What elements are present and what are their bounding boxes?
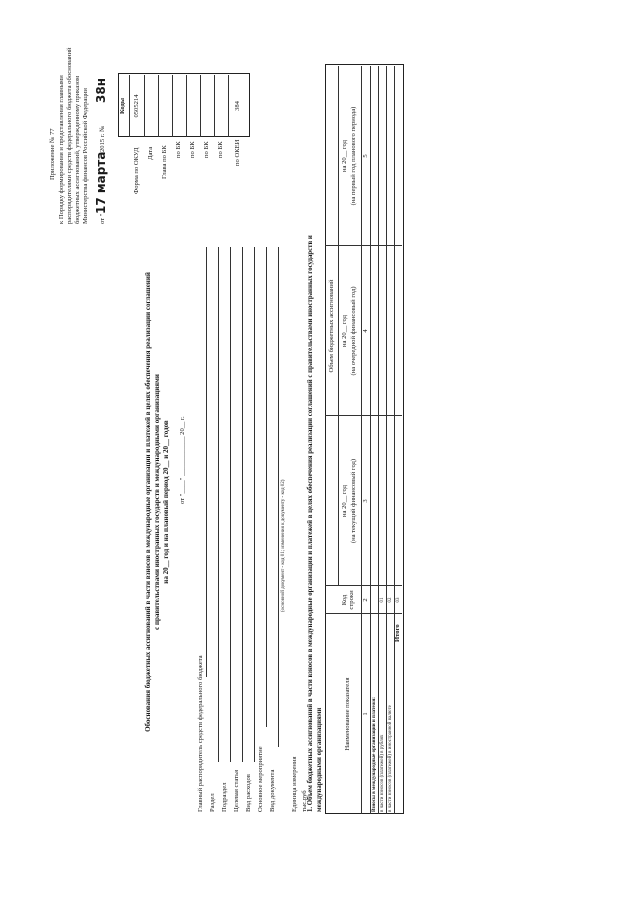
col-header-next-year-note: (на очередной финансовый год)	[350, 286, 357, 376]
field-section: Раздел	[209, 793, 216, 812]
form-title-line-1: Обоснования бюджетных ассигнований в части взносов в международные организации и платежей в целях обеспечения реализации соглашений	[144, 272, 152, 732]
appendix-date-prefix: от "	[99, 213, 106, 224]
rotated-form-sheet	[40, 47, 420, 842]
appendix-line-3: бюджетных ассигнований, утвержденному приказом	[74, 75, 81, 224]
table-total-label: Итого	[394, 624, 401, 642]
section-heading-line-1: 1. Объем бюджетных ассигнований в части взносов в международные организации и платежей в целях обеспечения реализации соглашений с правительствами иностранных государств и	[307, 235, 314, 812]
table-total-code: 03	[396, 597, 401, 603]
label-okei: по ОКЕИ	[234, 139, 241, 166]
col-number-1: 1	[362, 712, 369, 716]
appendix-order-number: 38н	[94, 78, 108, 103]
label-date: Дата	[147, 146, 154, 160]
col-header-current-year: на 20__ год	[341, 485, 348, 517]
appendix-date-handwritten: 17 марта	[94, 151, 108, 214]
label-bk-2: по БК	[189, 141, 196, 158]
field-expense-type: Вид расходов	[245, 774, 252, 812]
col-number-2: 2	[362, 598, 369, 602]
field-target-article: Целевая статья	[233, 769, 240, 812]
table-row: в части взносов (платежей) в иностранной валюте	[388, 705, 393, 812]
appendix-line-2: распорядителями средств федерального бюджета обоснований	[66, 47, 73, 224]
document-type-hint: (основной документ - код 01; изменения к документу - код 02)	[281, 479, 286, 612]
col-header-code: Код строки	[341, 590, 356, 610]
label-bk-3: по БК	[203, 141, 210, 158]
col-header-plan-year-1: на 20__ год	[341, 140, 348, 172]
appendix-year: 2015 г. №	[99, 125, 106, 152]
label-bk-4: по БК	[217, 141, 224, 158]
field-document-type: Вид документа	[269, 769, 276, 812]
col-header-volume: Объем бюджетных ассигнований	[328, 279, 335, 373]
form-title-line-2: с правительствами иностранных государств и международными организациями	[153, 374, 161, 630]
form-date-line: от "____" ____________ 20__ г.	[179, 416, 186, 504]
unit-label: Единица измерения	[291, 756, 298, 812]
form-title-line-3: на 20__ год и на плановый период 20__ и 20__ годов	[162, 420, 170, 584]
unit-value: тыс.руб	[301, 790, 308, 812]
appendix-line-4: Министерства финансов Российской Федерации	[82, 88, 89, 224]
table-row-code: 01	[380, 597, 385, 603]
appendix-line-1: к Порядку формирования и представления главными	[58, 75, 65, 224]
section-heading-line-2: международными организациями	[316, 707, 323, 812]
label-bk-1: по БК	[175, 141, 182, 158]
label-chief-bk: Глава по БК	[161, 145, 168, 179]
appendix-number: Приложение № 77	[49, 128, 56, 180]
col-header-name: Наименование показателя	[344, 677, 351, 751]
table-row: Взносы в международные организации и платежи:	[372, 697, 377, 812]
col-header-next-year: на 20__ год	[341, 315, 348, 347]
codes-heading: Коды	[119, 97, 126, 115]
okud-code: 0505214	[133, 94, 140, 118]
col-number-3: 3	[362, 499, 369, 503]
col-header-current-year-note: (на текущий финансовый год)	[350, 458, 357, 544]
okei-code: 384	[234, 101, 241, 111]
label-okud: Форма по ОКУД	[133, 147, 140, 194]
field-main-event: Основное мероприятие	[257, 746, 264, 812]
table-row: в части взносов (платежей) в рублях	[380, 734, 385, 812]
col-number-4: 4	[362, 329, 369, 333]
table-row-code: 02	[388, 597, 393, 603]
field-subsection: Подраздел	[221, 782, 228, 812]
col-header-plan-year-1-note: (на первый год планового периода)	[350, 106, 357, 206]
field-chief-manager: Главный распорядитель средств федерального бюджета	[197, 655, 204, 812]
col-number-5: 5	[362, 154, 369, 158]
